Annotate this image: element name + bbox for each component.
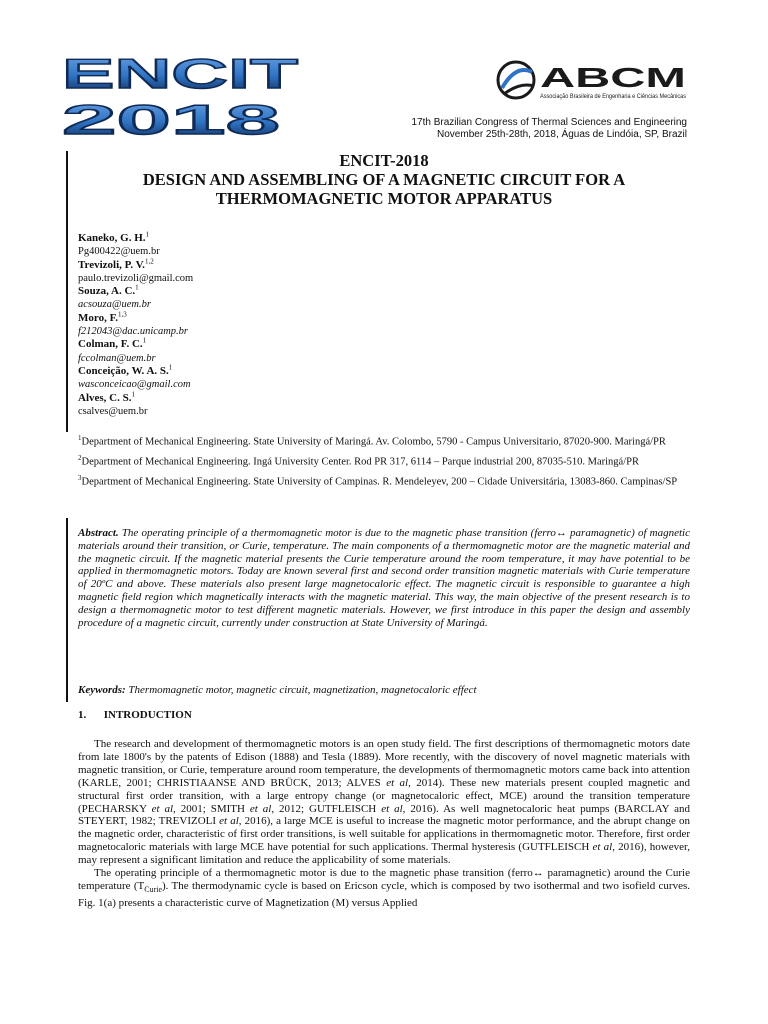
affiliation-entry [78,432,690,449]
text-run: , 2016), a large MCE is useful to increase the magnetic motor performance, and the abrupt change on the magnetic order, characteristic of first order transitions, is well suitable for applications in thermomagnetic motor. Therefore, first order magnetocaloric materials with large MCE have potential for such applications. Thermal hysteresis (GUTFLEISCH [78,815,690,854]
body-paragraph [78,867,690,910]
abcm-logo [496,58,690,102]
subscript: Curie [144,885,163,895]
encit-2018-logo [62,52,302,138]
affiliation-list [78,432,690,492]
conference-name: 17th Brazilian Congress of Thermal Sciences and Engineering [411,117,687,128]
affiliation-mark: 2 [78,454,82,463]
author-entry [78,312,378,339]
author-affiliation-mark: 1,2 [144,256,154,265]
paper-title-line: THERMOMAGNETIC MOTOR APPARATUS [215,189,553,208]
affiliation-text: Department of Mechanical Engineering. State University of Campinas. R. Mendeleyev, 200 – Cidade Universitária, 13083-860. Campinas/SP [81,476,678,488]
author-entry [78,389,378,419]
conference-dates: November 25th-28th, 2018, Águas de Lindóia, SP, Brazil [437,128,687,140]
author-name: Kaneko, G. H. [78,232,146,244]
abstract-label: Abstract. [78,527,119,539]
margin-rule-top [66,151,68,432]
author-list [78,232,378,418]
affiliation-entry [78,452,690,469]
keywords-text: Thermomagnetic motor, magnetic circuit, magnetization, magnetocaloric effect [128,684,477,696]
author-name: Trevizoli, P. V. [78,258,145,271]
svg-text:ENCIT: ENCIT [62,52,299,97]
citation-et-al: et al [386,776,409,789]
abcm-swirl-icon [498,62,534,98]
affiliation-entry [78,472,690,489]
section-number: 1. [78,709,87,721]
text-run: ). The thermodynamic cycle is based on Ericson cycle, which is composed by two isothermal and two isofield curves. Fig. 1(a) presents a characteristic curve of Magnetization (M) versus Applied [78,879,690,910]
keywords-label: Keywords: [78,684,126,696]
abstract-text: The operating principle of a thermomagnetic motor is due to the magnetic phase transition (ferro↔ paramagnetic) of magnetic materials around their transition, or Curie, temperature. The main components of a thermomagnetic motor are the magnetic material and the magnetic circuit. If the magnetic material presents the Curie temperature around the room temperature, it may have potential to be applied in thermomagnetic motors. Today are known several first and second order transition magnetic materials with Curie temperature of 20ºC and above. These materials also present large magnetocaloric effect. The magnetic circuit is responsible to guarantee a high magnetic field region which magnetically interacts with the magnetic material. This way, the main objective of the present research is to design a thermomagnetic motor to test different magnetic materials. However, we first introduce in this paper the design and assembly procedure of a magnetic circuit, currently under construction at State University of Maringá. [78,527,690,629]
author-email[interactable]: Pg400422@uem.br [78,246,160,258]
paper-title-line: DESIGN AND ASSEMBLING OF A MAGNETIC CIRCUIT FOR A [142,170,626,189]
svg-text:ABCM: ABCM [540,62,686,93]
author-affiliation-mark: 1 [168,363,173,372]
citation-et-al: et al [592,841,613,854]
author-entry [78,232,378,259]
author-email[interactable]: wasconceicao@gmail.com [78,379,191,391]
text-run: , 2016). As well magnetocaloric heat pumps (BARCLAY and STEYERT, 1982; TREVIZOLI [78,802,691,828]
author-affiliation-mark: 1,3 [118,310,127,319]
citation-et-al: et al [151,802,174,815]
section-title: INTRODUCTION [103,709,192,721]
author-affiliation-mark: 1 [142,336,147,345]
author-affiliation-mark: 1 [145,230,150,239]
citation-et-al: et al [249,802,272,815]
text-run: , 2012; GUTFLEISCH [271,802,382,815]
conference-info [300,117,687,140]
author-email[interactable]: paulo.trevizoli@gmail.com [78,272,194,284]
text-run: The research and development of thermomagnetic motors is an open study field. The first descriptions of thermomagnetic motors date from late 1800's by the patents of Edison (1888) and Tesla (1889). More recently, with the discovery of novel magnetic materials with magnetic transition, or Curie, temperature around room temperature, the developments of thermomagnetic motors came back into attention (KARLE, 2001; CHRISTIAANSE AND BRÜCK, 2013; ALVES [78,738,690,789]
paper-title-conference: ENCIT-2018 [339,151,429,170]
author-email[interactable]: f212043@dac.unicamp.br [78,326,188,338]
affiliation-mark: 3 [78,474,82,483]
text-run: , 2014). These new materials present coupled magnetic and structural first order transition, with a large entropy change (or magnetocaloric effect, MCE) around the transition temperature (PECHARSKY [78,776,690,815]
body-paragraph [78,738,690,867]
author-name: Colman, F. C. [78,338,143,351]
affiliation-mark: 1 [78,434,82,442]
keywords [78,684,690,697]
author-name: Conceição, W. A. S. [78,364,169,377]
author-name: Souza, A. C. [78,285,136,298]
text-run: The operating principle of a thermomagnetic motor is due to the magnetic phase transition (ferro↔ paramagnetic) around the Curie temperature (T [78,867,690,892]
author-affiliation-mark: 1 [131,389,135,398]
section-heading [78,709,192,721]
affiliation-text: Department of Mechanical Engineering. Ingá University Center. Rod PR 317, 6114 – Parque industrial 200, 87035-510. Maringá/PR [81,456,639,468]
svg-text:2018: 2018 [62,96,280,138]
affiliation-text: Department of Mechanical Engineering. State University of Maringá. Av. Colombo, 5790 - Campus Universitario, 87020-900. Maringá/PR [81,436,666,448]
author-email[interactable]: csalves@uem.br [78,405,148,417]
author-name: Alves, C. S. [78,391,132,404]
svg-text:Associação Brasileira de Engen: Associação Brasileira de Engenharia e Ciências Mecânicas [540,94,686,100]
introduction-body [78,738,690,910]
author-email[interactable]: acsouza@uem.br [78,299,151,311]
author-entry [78,256,378,286]
author-entry [78,365,378,392]
text-run: , 2001; SMITH [173,802,250,815]
paper-title [78,151,690,208]
author-affiliation-mark: 1 [135,283,139,292]
abstract [78,527,690,629]
citation-et-al: et al [381,802,403,815]
citation-et-al: et al [219,815,239,828]
author-name: Moro, F. [78,311,119,324]
margin-rule-abstract [66,518,68,702]
text-run: , 2016), however, may represent a significant limitation and reduce the applicability of some materials. [78,841,690,867]
author-entry [78,285,378,312]
author-entry [78,338,378,365]
author-email[interactable]: fccolman@uem.br [78,352,156,364]
